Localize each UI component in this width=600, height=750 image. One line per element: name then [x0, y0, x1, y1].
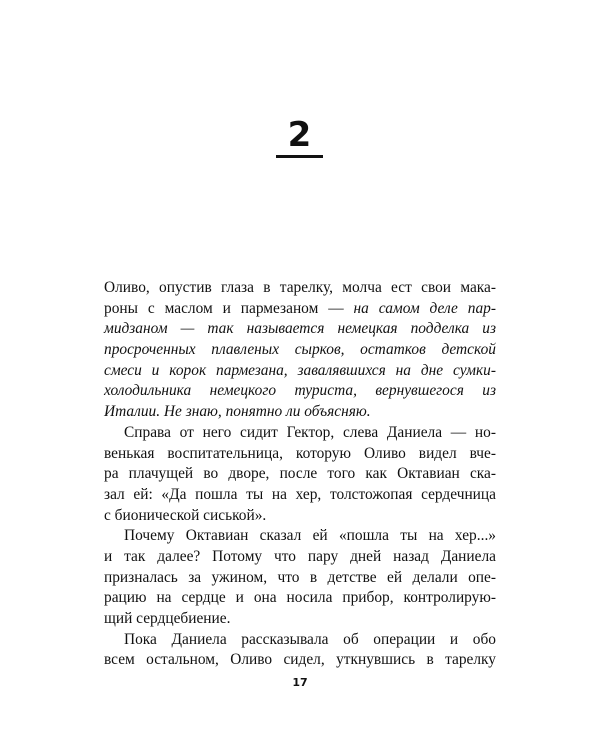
- body-text: [104, 278, 496, 671]
- text-line: [104, 485, 496, 506]
- chapter-number: 2: [287, 115, 313, 155]
- text-line: [104, 299, 496, 320]
- text-run: с бионической сиськой».: [104, 506, 267, 524]
- text-run: ра плачущей во дворе, после того как Октавиан ска-: [104, 465, 496, 483]
- text-line: [104, 464, 496, 485]
- text-line: [104, 588, 496, 609]
- text-line: [104, 526, 496, 547]
- text-line: [104, 319, 496, 340]
- text-run: зал ей: «Да пошла ты на хер, толстожопая сердечница: [104, 485, 496, 503]
- text-run: Почему Октавиан сказал ей «пошла ты на хер...»: [124, 527, 496, 545]
- text-line: [104, 547, 496, 568]
- italic-run: на самом деле пар-: [353, 299, 496, 317]
- text-run: венькая воспитательница, которую Оливо видел вче-: [104, 444, 496, 462]
- text-line: [104, 381, 496, 402]
- paragraph: [104, 526, 496, 629]
- text-line: [104, 609, 496, 630]
- italic-run: просроченных плавленых сырков, остатков детской: [104, 341, 496, 359]
- text-line: [104, 630, 496, 651]
- page-number: 17: [292, 676, 308, 689]
- italic-run: смеси и корок пармезана, завалявшихся на дне сумки-: [104, 361, 496, 379]
- italic-run: Италии. Не знаю, понятно ли объясняю.: [104, 403, 371, 421]
- text-line: [104, 444, 496, 465]
- text-line: [104, 506, 496, 527]
- paragraph: [104, 423, 496, 526]
- text-run: всем остальном, Оливо сидел, уткнувшись в тарелку: [104, 651, 496, 669]
- italic-run: мидзаном — так называется немецкая подделка из: [104, 320, 496, 338]
- text-line: [104, 650, 496, 671]
- text-run: рацию на сердце и она носила прибор, контролирую-: [104, 589, 496, 607]
- text-run: щий сердцебиение.: [104, 610, 231, 627]
- text-run: и так далее? Потому что пару дней назад Даниела: [104, 547, 496, 565]
- chapter-underline: [276, 155, 323, 158]
- paragraph: [104, 278, 496, 423]
- text-line: [104, 340, 496, 361]
- italic-run: холодильника немецкого туриста, вернувшегося из: [104, 382, 496, 400]
- text-run: Оливо, опустив глаза в тарелку, молча ест свои мака-: [104, 279, 496, 296]
- text-run: призналась за ужином, что в детстве ей делали опе-: [104, 568, 496, 586]
- text-run: Справа от него сидит Гектор, слева Даниела — но-: [124, 423, 496, 441]
- text-line: [104, 361, 496, 382]
- text-line: [104, 402, 496, 423]
- text-run: роны с маслом и пармезаном —: [104, 299, 354, 317]
- text-run: Пока Даниела рассказывала об операции и обо: [124, 630, 496, 648]
- paragraph: [104, 630, 496, 671]
- text-line: [104, 568, 496, 589]
- text-line: [104, 278, 496, 299]
- text-line: [104, 423, 496, 444]
